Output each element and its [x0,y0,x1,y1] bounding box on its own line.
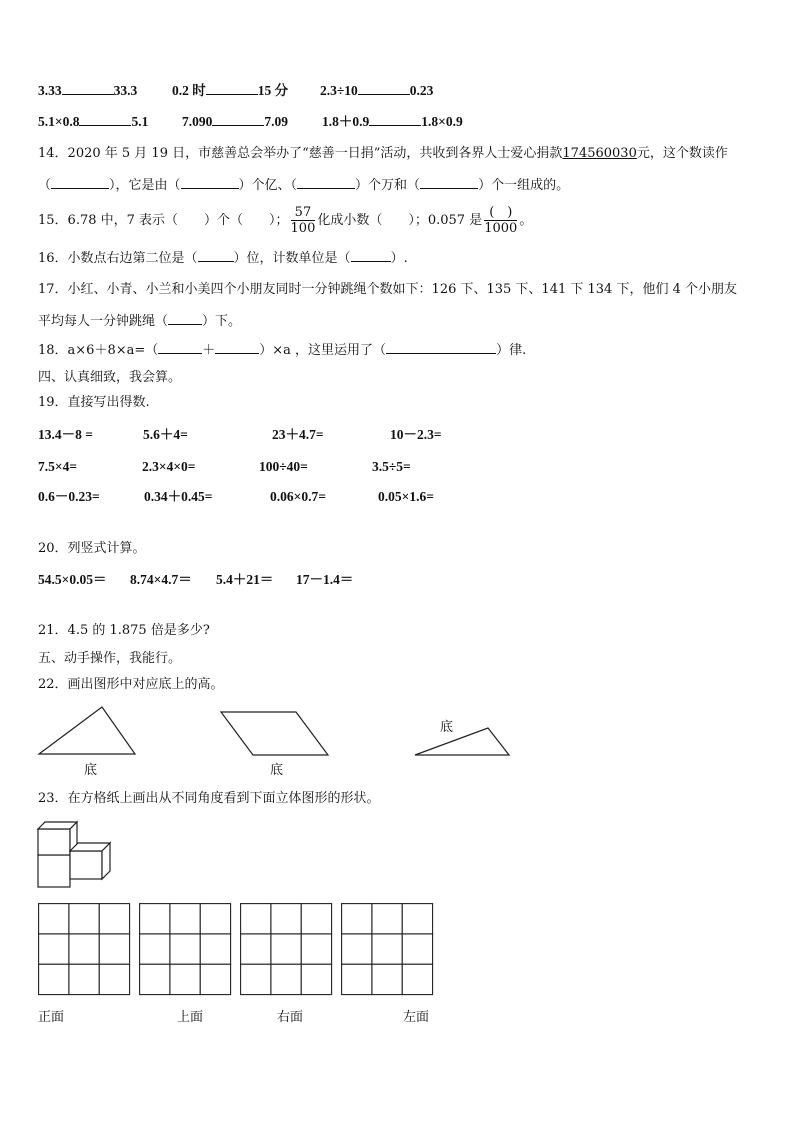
triangle-figure-1[interactable] [36,703,138,757]
parallelogram-figure[interactable] [218,709,332,759]
question-14-line-2: （ ），它是由（ ）个亿、（ ）个万和（ ）个一组成的。 [38,178,570,193]
question-15: 15．6.78 中，7 表示（ ）个（ ）； $\frac{57}{100}$ 化成小数（ ）；0.057 是 $\frac{( )}{1000}$ 。 [38,205,533,236]
grid-cell[interactable] [342,904,372,934]
question-21: 21．4.5 的 1.875 倍是多少? [38,623,210,638]
answer-blank[interactable] [206,82,258,95]
answer-blank[interactable] [79,113,131,126]
base-label: 底 [84,763,98,778]
compare-row-1b: 0.2 时 15 分 [172,83,289,98]
grid-cell[interactable] [69,964,99,994]
grid-cell[interactable] [140,934,170,964]
calc-item: 10－2.3= [390,427,442,442]
grid-cell[interactable] [200,904,230,934]
grid-cell[interactable] [372,904,402,934]
calc-item: 0.6－0.23= [38,489,100,504]
question-18: 18．a×6＋8×a=（ ＋ ）×a ，这里运用了（ ）律. [38,343,527,358]
grid-cell[interactable] [99,934,129,964]
grid-cell[interactable] [402,964,432,994]
compare-row-1: 3.33 33.3 [38,83,138,98]
grid-right-view[interactable] [240,903,333,996]
compare-row-2b: 7.090 7.09 [182,114,288,129]
base-label: 底 [270,763,284,778]
question-16: 16．小数点右边第二位是（ ）位，计数单位是（ ）. [38,251,408,266]
answer-blank[interactable] [181,176,239,189]
grid-cell[interactable] [271,964,301,994]
grid-cell[interactable] [99,964,129,994]
answer-blank[interactable] [358,82,410,95]
question-23-title: 23．在方格纸上画出从不同角度看到下面立体图形的形状。 [38,791,380,806]
fraction-57-100: $\frac{57}{100}$ [290,205,316,236]
grid-cell[interactable] [200,934,230,964]
grid-cell[interactable] [39,934,69,964]
compare-left-1: 3.33 [38,83,62,98]
vertical-calc-item: 17－1.4＝ [296,572,354,587]
calc-item: 0.06×0.7= [270,489,326,504]
grid-cell[interactable] [241,904,271,934]
compare-row-2c: 1.8＋0.9 1.8×0.9 [322,114,463,129]
section-5-heading: 五、动手操作，我能行。 [38,651,182,666]
answer-blank[interactable] [198,249,234,262]
grid-front-view[interactable] [38,903,131,996]
grid-cell[interactable] [402,904,432,934]
grid-cell[interactable] [241,934,271,964]
triangle-figure-2[interactable] [412,725,512,759]
calc-item: 23＋4.7= [272,427,324,442]
vertical-calc-item: 5.4＋21＝ [216,572,274,587]
compare-row-2: 5.1×0.8 5.1 [38,114,149,129]
grid-cell[interactable] [241,964,271,994]
grid-cell[interactable] [301,964,331,994]
calc-item: 2.3×4×0= [142,459,196,474]
question-14-line-1: 14．2020 年 5 月 19 日，市慈善总会举办了“慈善一日捐”活动，共收到各界人士爱心捐款174560030元，这个数读作 [38,146,728,161]
calc-item: 7.5×4= [38,459,78,474]
grid-cell[interactable] [170,934,200,964]
vertical-calc-item: 54.5×0.05＝ [38,572,107,587]
view-label-front: 正面 [38,1010,65,1025]
answer-blank[interactable] [158,341,202,354]
question-20-title: 20．列竖式计算。 [38,541,146,556]
answer-blank[interactable] [420,176,478,189]
grid-cell[interactable] [301,934,331,964]
grid-cell[interactable] [140,964,170,994]
calc-item: 100÷40= [259,459,308,474]
grid-cell[interactable] [342,964,372,994]
view-label-left: 左面 [403,1010,430,1025]
answer-blank[interactable] [51,176,109,189]
answer-blank[interactable] [62,82,114,95]
question-17-line-2: 平均每人一分钟跳绳（ ）下。 [38,314,242,329]
answer-blank[interactable] [168,312,202,325]
grid-cell[interactable] [372,934,402,964]
calc-item: 5.6＋4= [143,427,188,442]
base-label: 底 [440,720,454,735]
view-label-right: 右面 [277,1010,304,1025]
grid-cell[interactable] [271,904,301,934]
grid-cell[interactable] [301,904,331,934]
question-17-line-1: 17．小红、小青、小兰和小美四个小朋友同时一分钟跳绳个数如下：126 下、135 下、141 下 134 下，他们 4 个小朋友 [38,282,737,297]
question-22-title: 22．画出图形中对应底上的高。 [38,677,224,692]
grid-cell[interactable] [342,934,372,964]
view-label-top: 上面 [177,1010,204,1025]
answer-blank[interactable] [369,113,421,126]
grid-top-view[interactable] [139,903,232,996]
grid-cell[interactable] [69,934,99,964]
question-19-title: 19．直接写出得数. [38,395,150,410]
grid-cell[interactable] [69,904,99,934]
answer-blank[interactable] [212,113,264,126]
grid-cell[interactable] [372,964,402,994]
answer-blank[interactable] [351,249,391,262]
grid-left-view[interactable] [341,903,434,996]
answer-blank[interactable] [297,176,355,189]
grid-cell[interactable] [200,964,230,994]
grid-cell[interactable] [402,934,432,964]
grid-cell[interactable] [99,904,129,934]
calc-item: 0.05×1.6= [378,489,434,504]
vertical-calc-item: 8.74×4.7＝ [130,572,192,587]
grid-cell[interactable] [170,904,200,934]
donation-amount: 174560030 [562,146,637,161]
cube-stack-figure [36,820,116,890]
calc-item: 0.34＋0.45= [144,489,213,504]
calc-item: 13.4－8 = [38,427,93,442]
grid-cell[interactable] [39,964,69,994]
answer-blank[interactable] [386,341,496,354]
grid-cell[interactable] [170,964,200,994]
section-4-heading: 四、认真细致，我会算。 [38,370,182,385]
answer-blank[interactable] [215,341,259,354]
grid-cell[interactable] [140,904,170,934]
fraction-blank-1000: $\frac{( )}{1000}$ [484,205,518,236]
calc-item: 3.5÷5= [372,459,411,474]
grid-cell[interactable] [39,904,69,934]
compare-row-1c: 2.3÷10 0.23 [320,83,434,98]
grid-cell[interactable] [271,934,301,964]
